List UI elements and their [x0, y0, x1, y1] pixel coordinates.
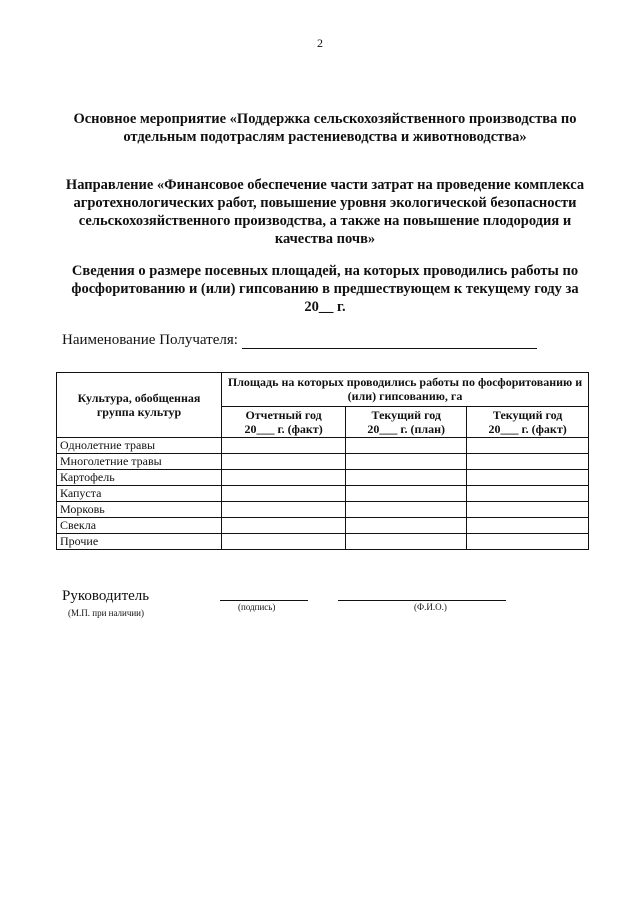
row-label: Многолетние травы	[57, 454, 222, 470]
cell-reporting-fact[interactable]	[222, 454, 346, 470]
cell-current-fact[interactable]	[467, 438, 589, 454]
cell-current-plan[interactable]	[346, 454, 467, 470]
column-header-reporting-year	[222, 406, 346, 437]
signature-line[interactable]	[220, 600, 308, 601]
area-table	[56, 372, 589, 550]
cell-reporting-fact[interactable]	[222, 518, 346, 534]
column-header-line2: 20___ г. (план)	[367, 421, 446, 436]
table-row	[57, 518, 589, 534]
row-label: Однолетние травы	[57, 438, 222, 454]
table-row	[57, 454, 589, 470]
cell-current-plan[interactable]	[346, 518, 467, 534]
column-header-line1: Текущий год	[492, 407, 563, 422]
row-label: Морковь	[57, 502, 222, 518]
cell-reporting-fact[interactable]	[222, 438, 346, 454]
cell-reporting-fact[interactable]	[222, 486, 346, 502]
cell-current-fact[interactable]	[467, 470, 589, 486]
cell-current-fact[interactable]	[467, 534, 589, 550]
recipient-input-line[interactable]	[242, 334, 537, 349]
cell-reporting-fact[interactable]	[222, 470, 346, 486]
cell-reporting-fact[interactable]	[222, 534, 346, 550]
cell-current-plan[interactable]	[346, 502, 467, 518]
main-activity-heading: Основное мероприятие «Поддержка сельскохозяйственного производства по отдельным подотраслям растениеводства и животноводства»	[73, 111, 577, 145]
signatory-title: Руководитель	[62, 588, 150, 604]
column-header-line1: Отчетный год	[245, 407, 322, 422]
cell-current-plan[interactable]	[346, 470, 467, 486]
recipient-label: Наименование Получателя:	[62, 332, 238, 348]
area-header: Площадь на которых проводились работы по фосфоритованию и (или) гипсованию, га	[222, 373, 589, 407]
cell-current-plan[interactable]	[346, 438, 467, 454]
row-label: Картофель	[57, 470, 222, 486]
direction-heading: Направление «Финансовое обеспечение части затрат на проведение комплекса агротехнологических работ, повышение уровня экологической безопасности сельскохозяйственного производства, а также на повышение плодородия и качества почв»	[65, 177, 585, 247]
cell-current-fact[interactable]	[467, 486, 589, 502]
cell-current-plan[interactable]	[346, 486, 467, 502]
column-header-line2: 20___ г. (факт)	[244, 421, 323, 436]
row-label: Свекла	[57, 518, 222, 534]
row-label: Капуста	[57, 486, 222, 502]
column-header-line2: 20___ г. (факт)	[488, 421, 567, 436]
signature-caption: (подпись)	[238, 602, 276, 612]
table-row	[57, 502, 589, 518]
table-row	[57, 534, 589, 550]
column-header-current-fact	[467, 406, 589, 437]
cell-current-plan[interactable]	[346, 534, 467, 550]
culture-header: Культура, обобщенная группа культур	[57, 373, 222, 438]
cell-current-fact[interactable]	[467, 502, 589, 518]
table-row	[57, 438, 589, 454]
recipient-field	[62, 332, 537, 349]
stamp-note: (М.П. при наличии)	[68, 608, 144, 618]
form-title: Сведения о размере посевных площадей, на которых проводились работы по фосфоритованию и (или) гипсованию в предшествующем к текущему году за 20__ г.	[71, 263, 579, 315]
page-number: 2	[317, 36, 323, 50]
cell-current-fact[interactable]	[467, 518, 589, 534]
cell-current-fact[interactable]	[467, 454, 589, 470]
column-header-current-plan	[346, 406, 467, 437]
cell-reporting-fact[interactable]	[222, 502, 346, 518]
full-name-caption: (Ф.И.О.)	[414, 602, 447, 612]
full-name-line[interactable]	[338, 600, 506, 601]
table-row	[57, 470, 589, 486]
table-row	[57, 486, 589, 502]
row-label: Прочие	[57, 534, 222, 550]
column-header-line1: Текущий год	[371, 407, 441, 422]
